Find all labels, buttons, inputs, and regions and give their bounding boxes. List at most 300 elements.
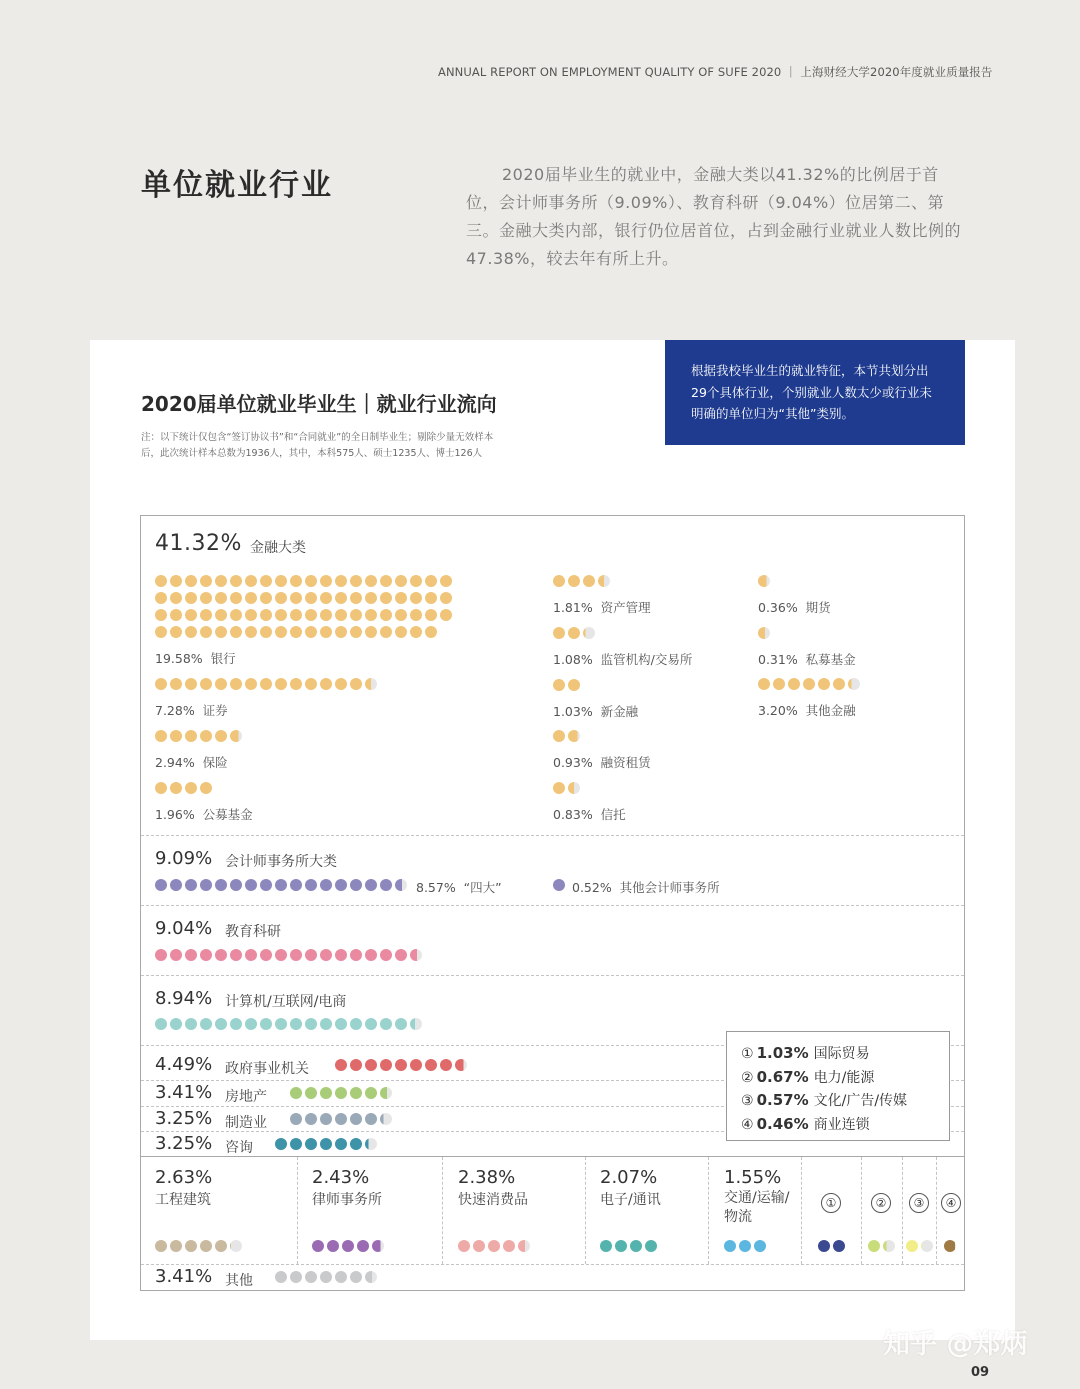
grid-divider [902,1157,903,1264]
data-dot [833,1240,845,1252]
data-dot [518,1240,530,1252]
data-dot [372,1240,384,1252]
data-dot [230,1240,242,1252]
data-dot [365,1059,377,1071]
grid-divider [936,1157,937,1264]
data-dot [312,1240,324,1252]
item-securities: 7.28% 证券 [155,703,228,718]
data-dot [200,678,212,690]
item-trust: 0.83% 信托 [553,807,626,822]
minor-industries-legend [726,1031,950,1141]
data-dot [906,1240,918,1252]
data-dot [320,678,332,690]
dot-row [553,575,610,587]
data-dot [425,609,437,621]
data-dot [583,575,595,587]
data-dot [425,575,437,587]
data-dot [425,1059,437,1071]
dot-row [275,1138,377,1150]
data-dot [350,1059,362,1071]
data-dot [245,626,257,638]
data-dot [290,1271,302,1283]
data-dot [395,1059,407,1071]
other-label: 其他 [225,1273,253,1289]
data-dot [245,1018,257,1030]
data-dot [365,678,377,690]
data-dot [200,879,212,891]
construction-pct: 2.63% [155,1167,213,1188]
data-dot [410,1018,422,1030]
data-dot [553,627,565,639]
data-dot [305,1138,317,1150]
data-dot [335,1138,347,1150]
dot-row [155,782,212,794]
card-title: 2020届单位就业毕业生｜就业行业流向 [141,392,497,416]
data-dot [335,678,347,690]
government-label: 政府事业机关 [225,1061,309,1077]
data-dot [598,575,610,587]
dot-row [553,679,580,691]
computer-label: 计算机/互联网/电商 [225,994,347,1010]
data-dot [320,1138,332,1150]
realestate-pct: 3.41% [155,1082,213,1103]
data-dot [568,575,580,587]
marker-2: ② [871,1193,891,1213]
data-dot [245,592,257,604]
data-dot [275,1271,287,1283]
data-dot [185,1018,197,1030]
data-dot [230,730,242,742]
data-dot [170,609,182,621]
data-dot [320,1113,332,1125]
dot-row [600,1240,657,1252]
accounting-label: 会计师事务所大类 [225,854,337,870]
data-dot [200,730,212,742]
data-dot [365,1113,377,1125]
data-dot [320,949,332,961]
data-dot [290,678,302,690]
data-dot [848,678,860,690]
data-dot [455,1059,467,1071]
data-dot [260,575,272,587]
legend-item: ② 0.67% 电力/能源 [741,1067,875,1086]
data-dot [365,626,377,638]
data-dot [230,879,242,891]
data-dot [380,626,392,638]
running-head: ANNUAL REPORT ON EMPLOYMENT QUALITY OF SUFE 2020 ｜ 上海财经大学2020年度就业质量报告 [438,65,993,79]
data-dot [215,575,227,587]
dot-row [155,626,437,638]
dot-row [458,1240,530,1252]
data-dot [290,1113,302,1125]
data-dot [320,1271,332,1283]
data-dot [335,1018,347,1030]
data-dot [803,678,815,690]
data-dot [342,1240,354,1252]
data-dot [365,609,377,621]
data-dot [553,879,565,891]
data-dot [335,609,347,621]
dot-row [553,879,565,891]
data-dot [553,782,565,794]
data-dot [868,1240,880,1252]
marker-4: ④ [941,1193,961,1213]
data-dot [410,609,422,621]
item-big4: 8.57% “四大” [416,880,502,895]
data-dot [320,626,332,638]
data-dot [305,1271,317,1283]
dot-row [155,609,452,621]
data-dot [245,949,257,961]
item-other-accounting: 0.52% 其他会计师事务所 [572,880,720,895]
item-leasing: 0.93% 融资租赁 [553,755,651,770]
electronics-pct: 2.07% [600,1167,658,1188]
separator [141,835,964,836]
data-dot [425,626,437,638]
data-dot [380,575,392,587]
data-dot [260,678,272,690]
legend-item: ① 1.03% 国际贸易 [741,1044,870,1062]
page-number: 09 [971,1365,990,1380]
data-dot [335,1059,347,1071]
data-dot [553,730,565,742]
electronics-label: 电子/通讯 [600,1192,661,1208]
data-dot [245,879,257,891]
item-public-fund: 1.96% 公募基金 [155,807,253,822]
data-dot [185,609,197,621]
data-dot [335,592,347,604]
data-dot [155,1240,167,1252]
computer-pct: 8.94% [155,988,213,1009]
notice-box: 根据我校毕业生的就业特征，本节共划分出29个具体行业，个别就业人数太少或行业未明确的单位归为“其他”类别。 [665,340,965,445]
data-dot [185,575,197,587]
separator [141,1264,964,1265]
data-dot [230,609,242,621]
data-dot [320,592,332,604]
data-dot [724,1240,736,1252]
data-dot [185,782,197,794]
government-pct: 4.49% [155,1054,213,1075]
data-dot [245,575,257,587]
dot-row [155,1240,242,1252]
data-dot [327,1240,339,1252]
dot-row [312,1240,384,1252]
data-dot [553,575,565,587]
legend-item: ③ 0.57% 文化/广告/传媒 [741,1091,908,1109]
data-dot [305,949,317,961]
data-dot [290,1018,302,1030]
data-dot [553,679,565,691]
data-dot [215,879,227,891]
data-dot [410,592,422,604]
dot-row [553,627,595,639]
data-dot [921,1240,933,1252]
legend-item: ④ 0.46% 商业连锁 [741,1114,870,1133]
data-dot [170,626,182,638]
data-dot [425,592,437,604]
dot-row [155,592,452,604]
item-private-fund: 0.31% 私募基金 [758,652,856,667]
data-dot [290,626,302,638]
data-dot [230,949,242,961]
grid-divider [442,1157,443,1264]
data-dot [320,575,332,587]
data-dot [335,626,347,638]
marker-1: ① [821,1193,841,1213]
data-dot [350,609,362,621]
data-dot [230,1018,242,1030]
fmcg-label: 快速消费品 [458,1192,528,1208]
data-dot [215,592,227,604]
data-dot [155,575,167,587]
education-pct: 9.04% [155,918,213,939]
item-futures: 0.36% 期货 [758,600,831,615]
data-dot [215,1240,227,1252]
finance-pct: 41.32% [155,531,242,556]
education-label: 教育科研 [225,924,281,940]
separator [141,905,964,906]
data-dot [155,609,167,621]
data-dot [473,1240,485,1252]
data-dot [583,627,595,639]
data-dot [200,626,212,638]
data-dot [305,1087,317,1099]
data-dot [365,592,377,604]
data-dot [615,1240,627,1252]
data-dot [290,609,302,621]
data-dot [275,1018,287,1030]
item-new-finance: 1.03% 新金融 [553,704,639,719]
dot-row [155,879,407,891]
data-dot [290,949,302,961]
data-dot [380,1059,392,1071]
data-dot [170,949,182,961]
data-dot [335,879,347,891]
data-dot [365,1138,377,1150]
data-dot [185,949,197,961]
separator [141,1156,964,1157]
data-dot [215,609,227,621]
dot-row [335,1059,467,1071]
data-dot [170,592,182,604]
data-dot [335,575,347,587]
data-dot [275,626,287,638]
data-dot [275,592,287,604]
dot-row [758,575,770,587]
data-dot [395,1018,407,1030]
data-dot [488,1240,500,1252]
dot-row [818,1240,845,1252]
item-regulators: 1.08% 监管机构/交易所 [553,652,693,667]
grid-divider [297,1157,298,1264]
data-dot [350,575,362,587]
intro-paragraph: 2020届毕业生的就业中，金融大类以41.32%的比例居于首位，会计师事务所（9.09%）、教育科研（9.04%）位居第二、第三。金融大类内部，银行仍位居首位，占到金融行业就业人数比例的47.38%，较去年有所上升。 [466,165,962,268]
data-dot [200,609,212,621]
data-dot [185,626,197,638]
data-dot [410,1059,422,1071]
data-dot [320,1087,332,1099]
data-dot [185,592,197,604]
data-dot [944,1240,956,1252]
dot-row [290,1087,392,1099]
data-dot [155,592,167,604]
data-dot [395,626,407,638]
data-dot [458,1240,470,1252]
data-dot [245,609,257,621]
data-dot [758,575,770,587]
data-dot [739,1240,751,1252]
data-dot [230,575,242,587]
data-dot [200,949,212,961]
data-dot [568,627,580,639]
data-dot [503,1240,515,1252]
data-dot [200,592,212,604]
data-dot [758,678,770,690]
data-dot [568,782,580,794]
data-dot [305,626,317,638]
data-dot [773,678,785,690]
data-dot [185,678,197,690]
data-dot [275,879,287,891]
data-dot [260,949,272,961]
dot-row [155,1018,422,1030]
data-dot [185,730,197,742]
data-dot [260,1018,272,1030]
accounting-pct: 9.09% [155,848,213,869]
data-dot [833,678,845,690]
data-dot [395,575,407,587]
data-dot [365,575,377,587]
data-dot [260,609,272,621]
data-dot [440,575,452,587]
watermark: 知乎 @郑炳 [883,1329,1028,1360]
data-dot [335,1113,347,1125]
data-dot [365,1087,377,1099]
data-dot [758,627,770,639]
data-dot [155,949,167,961]
item-insurance: 2.94% 保险 [155,755,228,770]
data-dot [230,626,242,638]
page-heading: 单位就业行业 [141,168,333,203]
data-dot [230,678,242,690]
data-dot [305,575,317,587]
data-dot [155,678,167,690]
data-dot [788,678,800,690]
data-dot [215,1018,227,1030]
data-dot [350,1018,362,1030]
data-dot [410,575,422,587]
data-dot [357,1240,369,1252]
data-dot [320,879,332,891]
marker-3: ③ [909,1193,929,1213]
data-dot [155,879,167,891]
data-dot [350,626,362,638]
data-dot [170,782,182,794]
data-dot [440,1059,452,1071]
data-dot [410,626,422,638]
data-dot [380,1113,392,1125]
data-dot [320,609,332,621]
consulting-label: 咨询 [225,1140,253,1156]
data-dot [630,1240,642,1252]
data-dot [305,592,317,604]
data-dot [350,1138,362,1150]
dot-row [553,782,580,794]
data-dot [380,1087,392,1099]
law-pct: 2.43% [312,1167,370,1188]
dot-row [155,949,422,961]
data-dot [380,879,392,891]
data-dot [600,1240,612,1252]
data-dot [335,949,347,961]
data-dot [350,1113,362,1125]
data-dot [155,730,167,742]
data-dot [215,678,227,690]
data-dot [320,1018,332,1030]
fmcg-pct: 2.38% [458,1167,516,1188]
data-dot [290,592,302,604]
data-dot [290,575,302,587]
law-label: 律师事务所 [312,1192,382,1208]
dot-row [275,1271,377,1283]
data-dot [170,678,182,690]
data-dot [185,1240,197,1252]
data-dot [380,1018,392,1030]
data-dot [155,626,167,638]
grid-divider [801,1157,802,1264]
data-dot [215,626,227,638]
data-dot [260,879,272,891]
data-dot [170,575,182,587]
data-dot [275,1138,287,1150]
grid-divider [708,1157,709,1264]
data-dot [215,949,227,961]
data-dot [365,949,377,961]
data-dot [350,949,362,961]
data-dot [260,592,272,604]
data-dot [365,879,377,891]
data-dot [645,1240,657,1252]
other-pct: 3.41% [155,1266,213,1287]
data-dot [275,609,287,621]
data-dot [200,1240,212,1252]
transport-label: 交通/运输/物流 [724,1190,790,1225]
data-dot [200,782,212,794]
data-dot [335,1271,347,1283]
manufacturing-label: 制造业 [225,1115,267,1131]
data-dot [568,679,580,691]
data-dot [380,609,392,621]
data-dot [818,1240,830,1252]
data-dot [185,879,197,891]
item-other-finance: 3.20% 其他金融 [758,703,856,718]
data-dot [818,678,830,690]
data-dot [155,1018,167,1030]
consulting-pct: 3.25% [155,1133,213,1154]
data-dot [365,1018,377,1030]
dot-row [155,575,452,587]
dot-row [724,1240,766,1252]
data-dot [350,879,362,891]
data-dot [440,609,452,621]
finance-label: 金融大类 [250,540,306,556]
data-dot [230,592,242,604]
data-dot [290,1138,302,1150]
data-dot [350,592,362,604]
data-dot [275,678,287,690]
data-dot [395,592,407,604]
grid-divider [861,1157,862,1264]
